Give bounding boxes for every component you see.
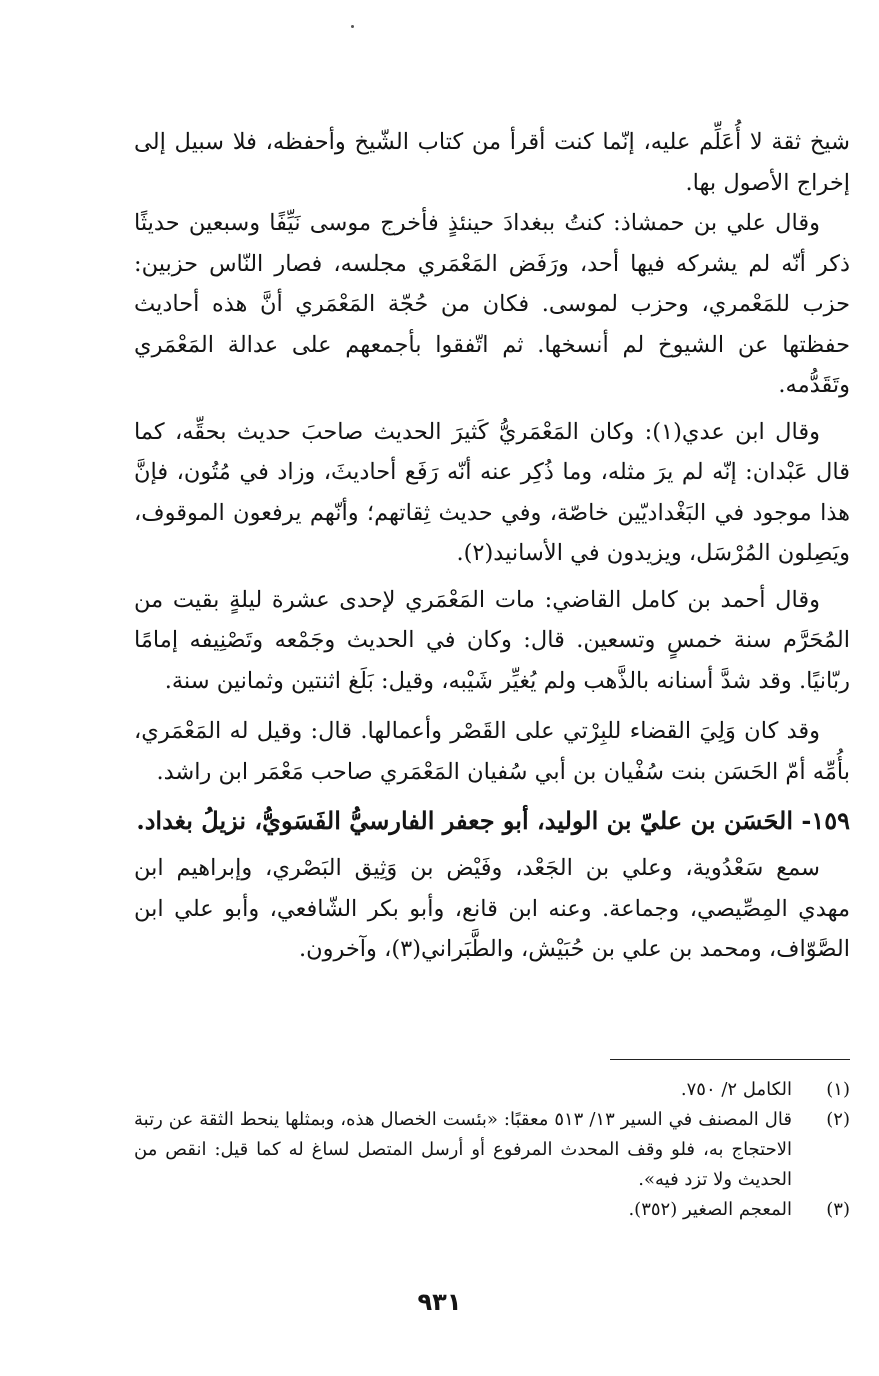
footnote-item [134,1195,850,1225]
footnote-text: المعجم الصغير (٣٥٢). [628,1199,792,1220]
paragraph-continuation: شيخ ثقة لا أُعَلِّم عليه، إنّما كنت أقرأ من كتاب الشّيخ وأحفظه، فلا سبيل إلى إخراج الأصول بها. [134,129,850,196]
paragraph-hamshadh: وقال علي بن حمشاذ: كنتُ ببغدادَ حينئذٍ فأخرج موسى نَيِّفًا وسبعين حديثًا ذكر أنّه لم يشركه فيها أحد، ورَفَض المَعْمَري مجلسه، فصار النّاس حزبين: حزب للمَعْمري، وحزب لموسى. فكان من حُجّة المَعْمَري أنَّ هذه أحاديث حفظتها عن الشيوخ لم أنسخها. ثم اتّفقوا بأجمعهم على عدالة المَعْمَري وتَقَدُّمه. [134,210,850,398]
footnote-text: الكامل ٢/ ٧٥٠. [680,1079,792,1100]
footnote-text: قال المصنف في السير ١٣/ ٥١٣ معقبًا: «بئست الخصال هذه، وبمثلها ينحط الثقة عن رتبة الاحتجاج به، فلو وقف المحدث المرفوع أو أرسل المتصل لساغ له كما قيل: انقص من الحديث ولا تزد فيه». [134,1109,792,1190]
page-number: ٩٣١ [417,1288,462,1316]
entry-heading: ١٥٩- الحَسَن بن عليّ بن الوليد، أبو جعفر الفارسيُّ الفَسَويُّ، نزيلُ بغداد. [136,806,850,835]
paragraph-qada: وقد كان وَلِيَ القضاء للبِرْتي على القَصْر وأعمالها. قال: وقيل له المَعْمَري، بأُمِّه أمّ الحَسَن بنت سُفْيان بن أبي سُفيان المَعْمَري صاحب مَعْمَر ابن راشد. [134,718,850,785]
scan-mark [351,25,354,28]
footnote-item [134,1105,850,1195]
footnote-item [134,1075,850,1105]
footnote-divider [610,1059,850,1060]
main-text [134,122,850,970]
footnotes [134,1075,850,1225]
paragraph-entry: سمع سَعْدُوية، وعلي بن الجَعْد، وفَيْض بن وَثِيق البَصْري، وإبراهيم ابن مهدي المِصِّيصي، وجماعة. وعنه ابن قانع، وأبو بكر الشّافعي، وأبو علي ابن الصَّوّاف، ومحمد بن علي بن حُبَيْش، والطَّبَراني(٣)، وآخرون. [134,855,850,962]
footnote-number: (٢) [826,1109,850,1130]
footnote-number: (٣) [826,1199,850,1220]
paragraph-ibn-adi: وقال ابن عدي(١): وكان المَعْمَريُّ كَثيرَ الحديث صاحبَ حديث بحقِّه، كما قال عَبْدان: إنّه لم يرَ مثله، وما ذُكِر عنه أنّه رَفَع أحاديثَ، وزاد في مُتُون، فإنَّ هذا موجود في البَغْداديّين خاصّة، وفي حديث ثِقاتهم؛ وأنّهم يرفعون الموقوف، ويَصِلون المُرْسَل، ويزيدون في الأسانيد(٢). [134,418,850,566]
footnote-number: (١) [826,1079,850,1100]
paragraph-qadi: وقال أحمد بن كامل القاضي: مات المَعْمَري لإحدى عشرة ليلةٍ بقيت من المُحَرَّم سنة خمسٍ وتسعين. قال: وكان في الحديث وجَمْعه وتَصْنِيفه إمامًا ربّانيًا. وقد شدَّ أسنانه بالذَّهب ولم يُغيِّر شَيْبه، وقيل: بَلَغ اثنتين وثمانين سنة. [134,586,850,694]
